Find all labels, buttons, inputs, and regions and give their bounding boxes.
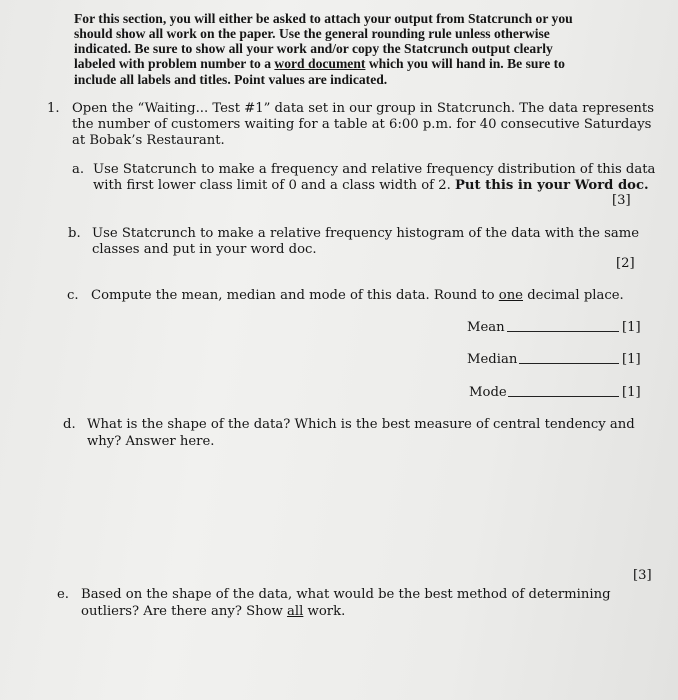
part-c-text-a: Compute the mean, median and mode of this data. Round to bbox=[91, 288, 499, 303]
part-d-letter: d. bbox=[63, 417, 76, 432]
mode-points: [1] bbox=[622, 385, 641, 400]
mean-label: Mean bbox=[467, 320, 505, 335]
part-e-line-1: Based on the shape of the data, what would be the best method of determining bbox=[81, 587, 611, 602]
median-points: [1] bbox=[622, 352, 641, 367]
median-answer-blank[interactable] bbox=[519, 351, 619, 364]
part-e-letter: e. bbox=[57, 587, 69, 602]
intro-line-4 bbox=[74, 56, 565, 71]
intro-line-1: For this section, you will either be asked to attach your output from Statcrunch or you bbox=[74, 11, 573, 26]
part-a-line-2 bbox=[93, 178, 649, 193]
intro-line-2: should show all work on the paper. Use the general rounding rule unless otherwise bbox=[74, 26, 550, 41]
part-b-points: [2] bbox=[616, 256, 635, 271]
part-e-answer-area[interactable] bbox=[81, 624, 621, 694]
question-1-line-1: Open the “Waiting... Test #1” data set in our group in Statcrunch. The data represents bbox=[72, 101, 654, 116]
mode-label: Mode bbox=[469, 385, 507, 400]
part-d-answer-area[interactable] bbox=[87, 452, 617, 562]
part-e-text-b: work. bbox=[303, 604, 346, 619]
mean-points: [1] bbox=[622, 320, 641, 335]
question-number: 1. bbox=[47, 101, 60, 116]
part-d-line-1: What is the shape of the data? Which is the best measure of central tendency and bbox=[87, 417, 635, 432]
question-1-line-3: at Bobak’s Restaurant. bbox=[72, 133, 225, 148]
part-a-line-2-text: with first lower class limit of 0 and a class width of 2. bbox=[93, 178, 455, 193]
part-a-letter: a. bbox=[72, 162, 85, 177]
intro-line-5: include all labels and titles. Point values are indicated. bbox=[74, 72, 388, 87]
part-c-letter: c. bbox=[67, 288, 79, 303]
intro-line-3: indicated. Be sure to show all your work and/or copy the Statcrunch output clearly bbox=[74, 41, 553, 56]
part-a-instruction: Put this in your Word doc. bbox=[455, 178, 649, 193]
part-b-line-1: Use Statcrunch to make a relative frequency histogram of the data with the same bbox=[92, 226, 640, 241]
question-1-line-2: the number of customers waiting for a table at 6:00 p.m. for 40 consecutive Saturdays bbox=[72, 117, 652, 132]
part-d-line-2: why? Answer here. bbox=[87, 434, 215, 449]
part-b-line-2: classes and put in your word doc. bbox=[92, 242, 317, 257]
part-a-points: [3] bbox=[612, 193, 631, 208]
part-b-letter: b. bbox=[68, 226, 81, 241]
intro-line-4-text-b: which you will hand in. Be sure to bbox=[365, 56, 565, 71]
part-e-line-2 bbox=[81, 604, 345, 619]
word-document-emphasis: word document bbox=[274, 56, 366, 71]
part-e-text-a: outliers? Are there any? Show bbox=[81, 604, 288, 619]
one-emphasis: one bbox=[498, 288, 523, 303]
part-a-line-1: Use Statcrunch to make a frequency and relative frequency distribution of this data bbox=[93, 162, 656, 177]
intro-line-4-text-a: labeled with problem number to a bbox=[74, 56, 275, 71]
mean-answer-blank[interactable] bbox=[507, 319, 619, 332]
part-c-text-b: decimal place. bbox=[523, 288, 624, 303]
median-label: Median bbox=[467, 352, 518, 367]
part-d-points: [3] bbox=[633, 568, 652, 583]
part-c-line-1 bbox=[91, 288, 624, 303]
mode-answer-blank[interactable] bbox=[508, 384, 619, 397]
all-emphasis: all bbox=[287, 604, 304, 619]
